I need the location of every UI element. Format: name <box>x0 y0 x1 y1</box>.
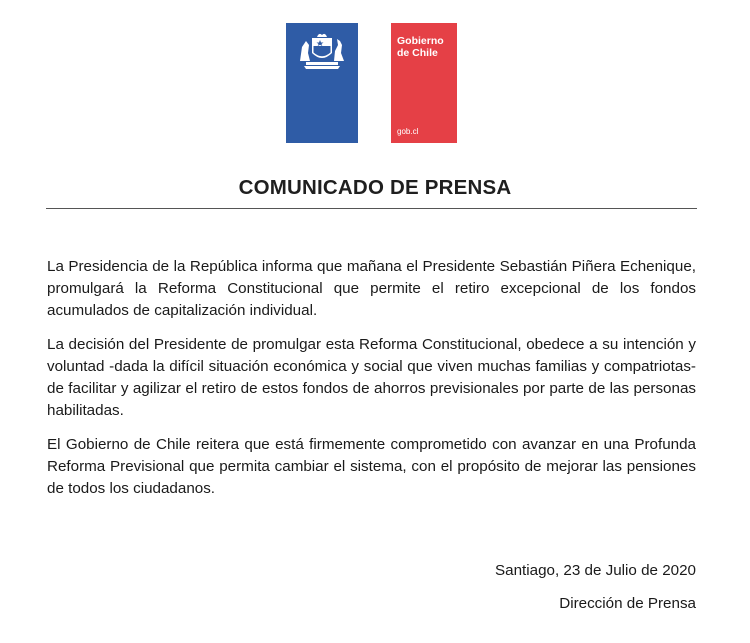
paragraph: La Presidencia de la República informa que mañana el Presidente Sebastián Piñera Echenique, promulgará la Reforma Constitucional que permite el retiro excepcional de los fondos acumulados de capitalización individual. <box>47 258 696 319</box>
gobierno-de-chile-logo <box>391 23 457 143</box>
government-url: gob.cl <box>397 127 419 136</box>
paragraph: La decisión del Presidente de promulgar esta Reforma Constitucional, obedece a su intención y voluntad -dada la difícil situación económica y social que viven muchas familias y compatriotas- de facilitar y agilizar el retiro de estos fondos de ahorros previsionales por parte de las personas habilitadas. <box>47 336 696 419</box>
government-crest-logo <box>286 23 358 143</box>
document-title: COMUNICADO DE PRENSA <box>238 176 512 199</box>
paragraph: El Gobierno de Chile reitera que está firmemente comprometido con avanzar en una Profunda Reforma Previsional que permita cambiar el sistema, con el propósito de mejorar las pensiones de todos los ciudadanos. <box>47 436 696 497</box>
chilean-coat-of-arms-icon <box>294 31 350 71</box>
title-divider <box>46 208 697 209</box>
government-name: Gobierno de Chile <box>397 35 444 59</box>
issuing-office: Dirección de Prensa <box>559 595 696 612</box>
document-body <box>47 256 696 512</box>
place-and-date: Santiago, 23 de Julio de 2020 <box>495 562 696 579</box>
